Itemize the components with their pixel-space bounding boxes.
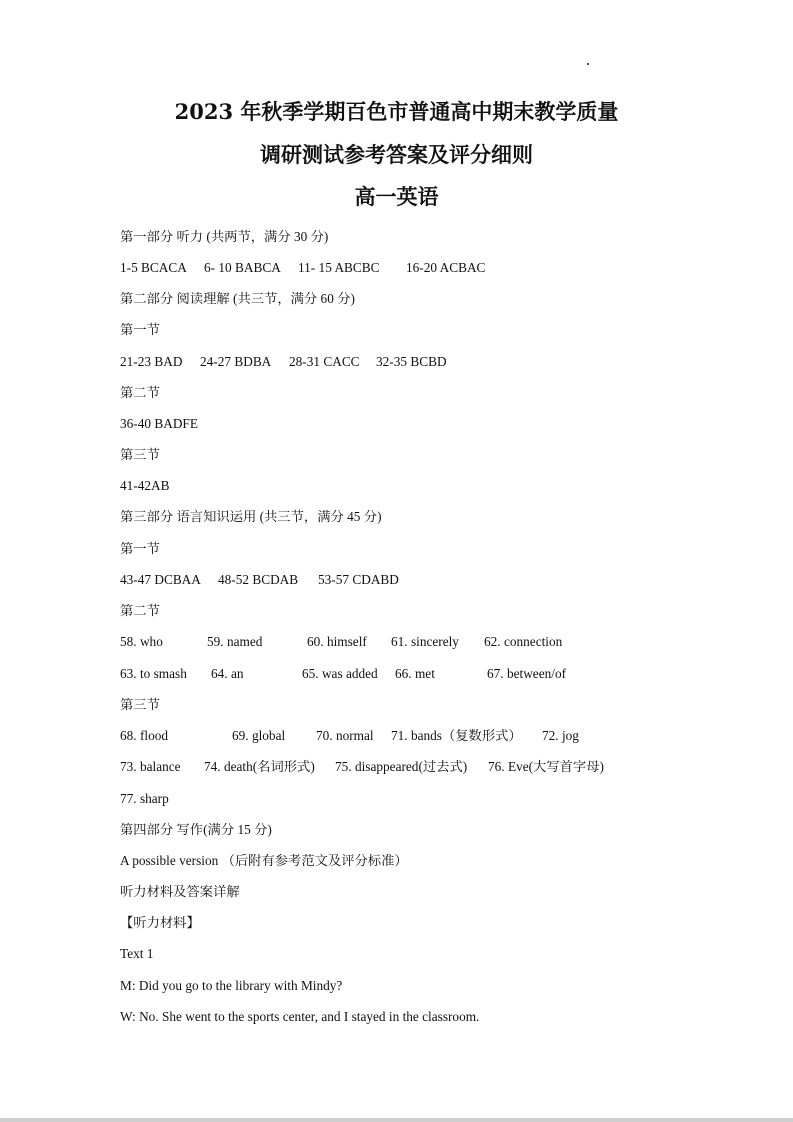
answer-item: 69. global bbox=[232, 728, 286, 743]
answer-group: 53-57 CDABD bbox=[318, 572, 399, 587]
answer-item: 60. himself bbox=[307, 634, 367, 649]
answer-item: 70. normal bbox=[316, 728, 374, 743]
answer-group: 11- 15 ABCBC bbox=[298, 260, 380, 275]
answer-item: 73. balance bbox=[120, 759, 181, 774]
part3-section2-row1 bbox=[120, 634, 680, 650]
answer-group: 21-23 BAD bbox=[120, 354, 183, 369]
answer-group: 43-47 DCBAA bbox=[120, 572, 201, 587]
listening-heading: 听力材料及答案详解 bbox=[120, 884, 240, 899]
answer-item: 72. jog bbox=[542, 728, 579, 743]
subject-title: 高一英语 bbox=[354, 184, 439, 209]
part2-section3-label: 第三节 bbox=[120, 447, 160, 462]
part3-section3-row2 bbox=[120, 759, 680, 775]
possible-version-note: A possible version （后附有参考范文及评分标准） bbox=[120, 853, 408, 868]
part3-section2-label: 第二节 bbox=[120, 603, 160, 618]
text-label: Text 1 bbox=[120, 946, 154, 961]
answer-group: 16-20 ACBAC bbox=[406, 260, 486, 275]
part3-heading: 第三部分 语言知识运用 (共三节，满分 45 分) bbox=[120, 509, 382, 524]
answer-group: 1-5 BCACA bbox=[120, 260, 187, 275]
answer-item: 61. sincerely bbox=[391, 634, 459, 649]
answer-item: 68. flood bbox=[120, 728, 169, 743]
scan-dot bbox=[587, 63, 589, 65]
answer-item: 71. bands（复数形式） bbox=[391, 728, 522, 743]
page-title: 2023 年秋季学期百色市普通高中期末教学质量 bbox=[174, 99, 619, 124]
answer-group: 24-27 BDBA bbox=[200, 354, 272, 369]
answer-item: 67. between/of bbox=[487, 666, 567, 681]
part3-section2-row2 bbox=[120, 666, 680, 682]
answer-item: 58. who bbox=[120, 634, 163, 649]
page-subtitle: 调研测试参考答案及评分细则 bbox=[260, 142, 533, 167]
answer-group: 6- 10 BABCA bbox=[204, 260, 281, 275]
dialogue-line-w: W: No. She went to the sports center, and I stayed in the classroom. bbox=[120, 1009, 480, 1024]
part3-section3-row3: 77. sharp bbox=[120, 791, 169, 806]
answer-item: 64. an bbox=[211, 666, 244, 681]
part3-section1-answers bbox=[120, 572, 680, 588]
answer-group: 48-52 BCDAB bbox=[218, 572, 299, 587]
page-bottom-edge bbox=[0, 1118, 793, 1122]
answer-item: 74. death(名词形式) bbox=[204, 759, 315, 774]
part2-heading: 第二部分 阅读理解 (共三节，满分 60 分) bbox=[120, 291, 355, 306]
part2-section3-answers: 41-42AB bbox=[120, 478, 170, 493]
part3-section1-label: 第一节 bbox=[120, 541, 160, 556]
part3-section3-label: 第三节 bbox=[120, 697, 160, 712]
dialogue-line-m: M: Did you go to the library with Mindy? bbox=[120, 978, 343, 993]
part2-section2-label: 第二节 bbox=[120, 385, 160, 400]
answer-group: 32-35 BCBD bbox=[376, 354, 447, 369]
answer-item: 65. was added bbox=[302, 666, 378, 681]
answer-group: 28-31 CACC bbox=[289, 354, 360, 369]
part2-section1-answers bbox=[120, 354, 680, 370]
part2-section2-answers: 36-40 BADFE bbox=[120, 416, 198, 431]
listening-material-label: 【听力材料】 bbox=[120, 915, 200, 930]
answer-item: 63. to smash bbox=[120, 666, 187, 681]
part1-heading: 第一部分 听力 (共两节，满分 30 分) bbox=[120, 229, 329, 244]
answer-item: 66. met bbox=[395, 666, 435, 681]
part4-heading: 第四部分 写作(满分 15 分) bbox=[120, 822, 272, 837]
part1-answers bbox=[120, 260, 680, 276]
answer-item: 59. named bbox=[207, 634, 263, 649]
answer-item: 76. Eve(大写首字母) bbox=[488, 759, 604, 774]
part3-section3-row1 bbox=[120, 728, 680, 744]
part2-section1-label: 第一节 bbox=[120, 322, 160, 337]
answer-item: 75. disappeared(过去式) bbox=[335, 759, 468, 774]
answer-item: 62. connection bbox=[484, 634, 563, 649]
